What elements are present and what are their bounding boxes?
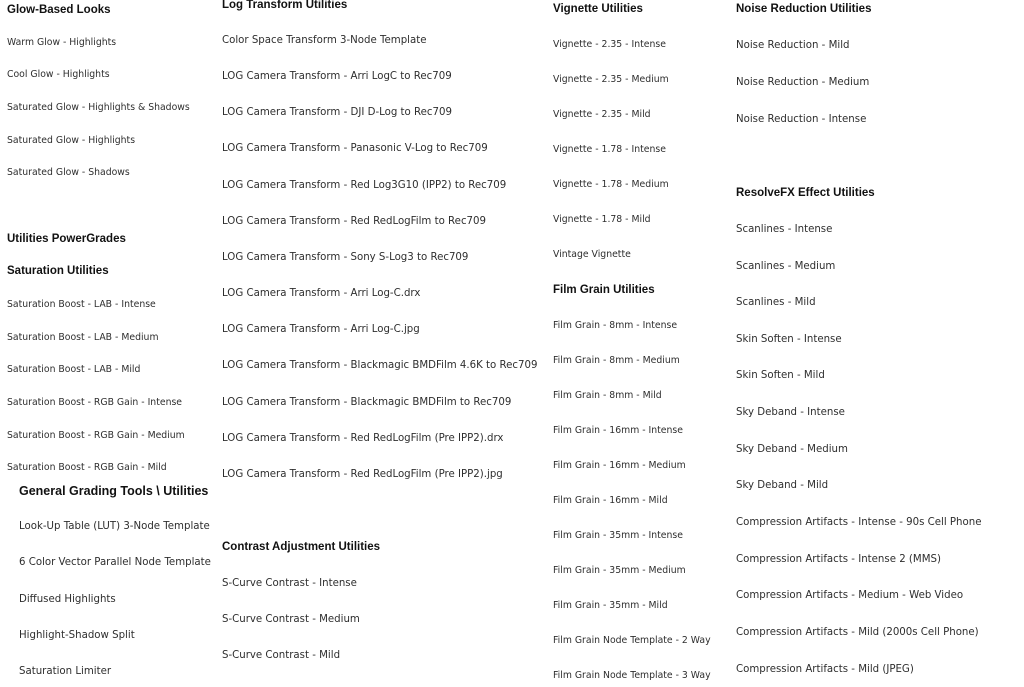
list-item-resolvefx[interactable]: Scanlines - Intense (736, 224, 833, 235)
list-item-film-grain[interactable]: Film Grain - 8mm - Mild (553, 390, 662, 401)
section-heading-contrast: Contrast Adjustment Utilities (222, 541, 381, 553)
list-item-log[interactable]: LOG Camera Transform - Red Log3G10 (IPP2) to Rec709 (222, 180, 507, 191)
list-item-resolvefx[interactable]: Compression Artifacts - Mild (JPEG) (736, 664, 914, 675)
list-item-vignette[interactable]: Vignette - 1.78 - Medium (553, 179, 669, 190)
list-item-resolvefx[interactable]: Compression Artifacts - Intense 2 (MMS) (736, 554, 941, 565)
list-item-log[interactable]: LOG Camera Transform - Blackmagic BMDFilm 4.6K to Rec709 (222, 360, 538, 371)
list-item-film-grain[interactable]: Film Grain - 8mm - Medium (553, 355, 680, 366)
column-vignette-grain (553, 0, 728, 687)
list-item-resolvefx[interactable]: Skin Soften - Intense (736, 334, 842, 345)
list-item-vignette[interactable]: Vintage Vignette (553, 249, 631, 260)
list-item-film-grain[interactable]: Film Grain - 35mm - Mild (553, 600, 668, 611)
list-item-log[interactable]: LOG Camera Transform - Arri Log-C.drx (222, 288, 421, 299)
list-item-saturation[interactable]: Saturation Boost - RGB Gain - Mild (7, 462, 167, 473)
list-item-resolvefx[interactable]: Sky Deband - Intense (736, 407, 845, 418)
list-item-film-grain[interactable]: Film Grain - 16mm - Mild (553, 495, 668, 506)
list-item-vignette[interactable]: Vignette - 2.35 - Medium (553, 74, 669, 85)
list-item-resolvefx[interactable]: Sky Deband - Medium (736, 444, 848, 455)
list-item-log[interactable]: LOG Camera Transform - Red RedLogFilm (Pre IPP2).drx (222, 433, 504, 444)
list-item-saturation[interactable]: Saturation Boost - RGB Gain - Medium (7, 430, 185, 441)
list-item-log[interactable]: LOG Camera Transform - Arri LogC to Rec709 (222, 71, 452, 82)
list-item-resolvefx[interactable]: Sky Deband - Mild (736, 480, 829, 491)
list-item-film-grain[interactable]: Film Grain - 35mm - Medium (553, 565, 686, 576)
list-item-resolvefx[interactable]: Compression Artifacts - Mild (2000s Cell Phone) (736, 627, 979, 638)
list-item-log[interactable]: LOG Camera Transform - Blackmagic BMDFilm to Rec709 (222, 397, 512, 408)
list-item-contrast[interactable]: S-Curve Contrast - Mild (222, 650, 341, 661)
list-item-vignette[interactable]: Vignette - 2.35 - Mild (553, 109, 651, 120)
list-item-vignette[interactable]: Vignette - 2.35 - Intense (553, 39, 666, 50)
list-item-log[interactable]: LOG Camera Transform - Red RedLogFilm (Pre IPP2).jpg (222, 469, 503, 480)
list-item-film-grain[interactable]: Film Grain - 35mm - Intense (553, 530, 683, 541)
list-item-contrast[interactable]: S-Curve Contrast - Medium (222, 614, 360, 625)
list-item-resolvefx[interactable]: Scanlines - Mild (736, 297, 816, 308)
section-heading-powergrades: Utilities PowerGrades (7, 233, 126, 245)
column-looks-saturation (7, 0, 212, 687)
list-item-saturation[interactable]: Saturation Boost - RGB Gain - Intense (7, 397, 183, 408)
list-item-vignette[interactable]: Vignette - 1.78 - Mild (553, 214, 651, 225)
section-heading-resolvefx: ResolveFX Effect Utilities (736, 187, 875, 199)
section-heading-vignette: Vignette Utilities (553, 3, 643, 15)
list-item-resolvefx[interactable]: Compression Artifacts - Medium - Web Video (736, 590, 964, 601)
list-item-glow[interactable]: Warm Glow - Highlights (7, 37, 117, 48)
list-item-film-grain[interactable]: Film Grain - 16mm - Intense (553, 425, 683, 436)
list-item-glow[interactable]: Cool Glow - Highlights (7, 69, 110, 80)
section-heading-noise-reduction: Noise Reduction Utilities (736, 3, 872, 15)
list-item-resolvefx[interactable]: Scanlines - Medium (736, 261, 836, 272)
list-item-general[interactable]: Look-Up Table (LUT) 3-Node Template (19, 521, 210, 532)
list-item-general[interactable]: Saturation Limiter (19, 666, 112, 677)
section-heading-glow: Glow-Based Looks (7, 4, 111, 16)
list-item-contrast[interactable]: S-Curve Contrast - Intense (222, 578, 357, 589)
section-heading-saturation: Saturation Utilities (7, 265, 109, 277)
list-item-resolvefx[interactable]: Compression Artifacts - Intense - 90s Cell Phone (736, 517, 982, 528)
list-item-resolvefx[interactable]: Skin Soften - Mild (736, 370, 825, 381)
list-item-noise-reduction[interactable]: Noise Reduction - Medium (736, 77, 870, 88)
list-item-saturation[interactable]: Saturation Boost - LAB - Medium (7, 332, 159, 343)
list-item-log[interactable]: LOG Camera Transform - Sony S-Log3 to Rec709 (222, 252, 469, 263)
list-item-vignette[interactable]: Vignette - 1.78 - Intense (553, 144, 666, 155)
list-item-glow[interactable]: Saturated Glow - Highlights & Shadows (7, 102, 190, 113)
list-item-log[interactable]: LOG Camera Transform - Red RedLogFilm to Rec709 (222, 216, 486, 227)
list-item-general[interactable]: Diffused Highlights (19, 594, 116, 605)
list-item-saturation[interactable]: Saturation Boost - LAB - Intense (7, 299, 156, 310)
list-item-general[interactable]: 6 Color Vector Parallel Node Template (19, 557, 211, 568)
section-heading-film-grain: Film Grain Utilities (553, 284, 655, 296)
list-item-noise-reduction[interactable]: Noise Reduction - Mild (736, 40, 850, 51)
list-item-film-grain[interactable]: Film Grain - 16mm - Medium (553, 460, 686, 471)
column-log-contrast (222, 0, 542, 687)
list-item-glow[interactable]: Saturated Glow - Shadows (7, 167, 130, 178)
list-item-log[interactable]: LOG Camera Transform - Arri Log-C.jpg (222, 324, 420, 335)
list-item-saturation[interactable]: Saturation Boost - LAB - Mild (7, 364, 141, 375)
list-item-noise-reduction[interactable]: Noise Reduction - Intense (736, 114, 867, 125)
list-item-general[interactable]: Highlight-Shadow Split (19, 630, 135, 641)
list-item-log[interactable]: Color Space Transform 3-Node Template (222, 35, 427, 46)
section-heading-general-grading: General Grading Tools \ Utilities (19, 484, 209, 498)
list-item-film-grain[interactable]: Film Grain Node Template - 2 Way (553, 635, 711, 646)
list-item-film-grain[interactable]: Film Grain Node Template - 3 Way (553, 670, 711, 681)
column-noise-resolvefx (736, 0, 1021, 687)
list-item-log[interactable]: LOG Camera Transform - DJI D-Log to Rec709 (222, 107, 452, 118)
section-heading-log-transform: Log Transform Utilities (222, 0, 348, 11)
list-item-film-grain[interactable]: Film Grain - 8mm - Intense (553, 320, 678, 331)
list-item-glow[interactable]: Saturated Glow - Highlights (7, 135, 136, 146)
list-item-log[interactable]: LOG Camera Transform - Panasonic V-Log to Rec709 (222, 143, 488, 154)
